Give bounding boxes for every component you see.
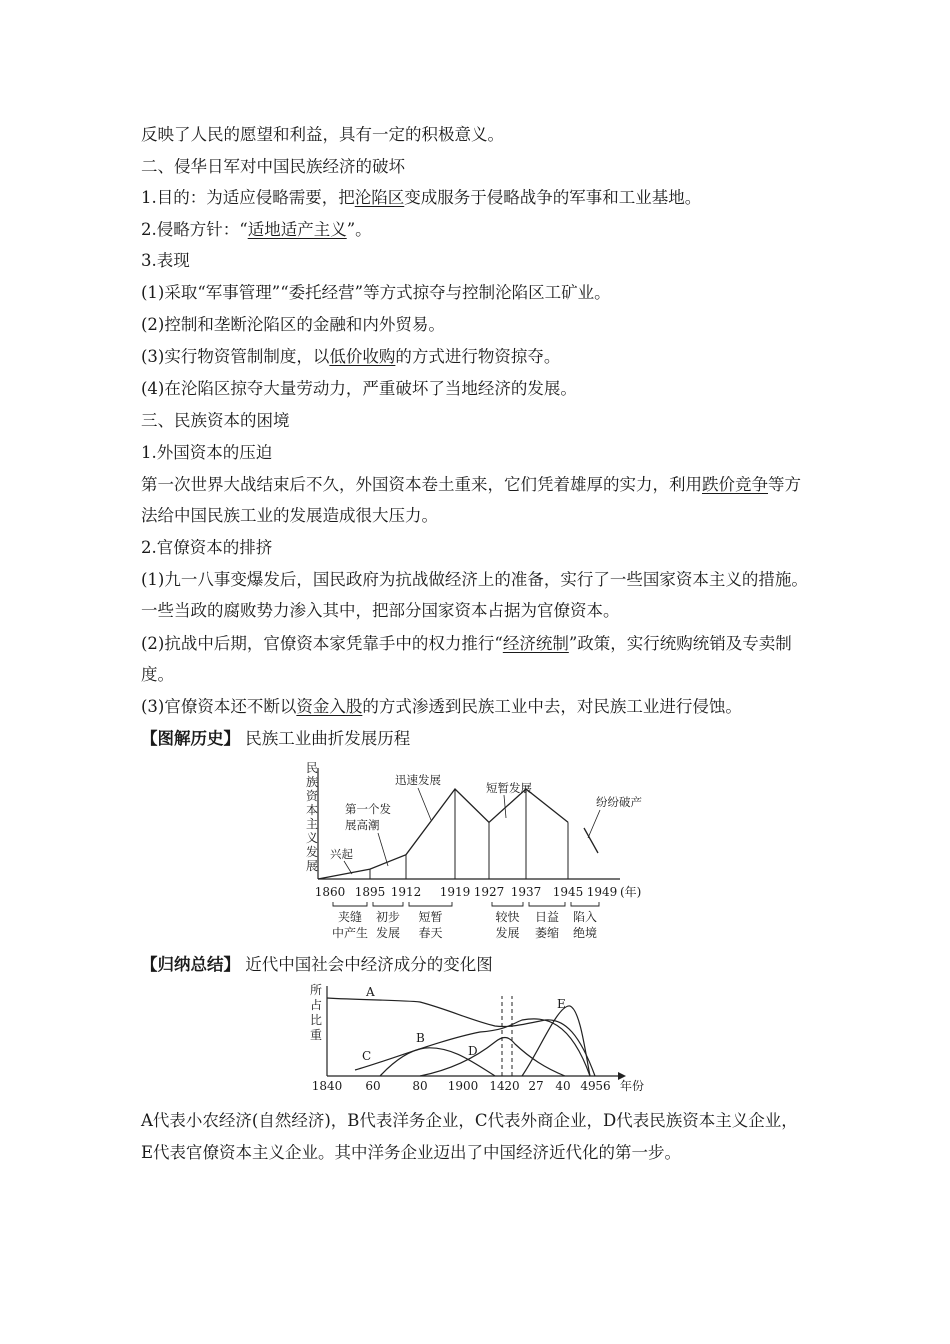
y-axis-label (306, 761, 319, 873)
x-axis-label: 年份 (620, 1079, 645, 1093)
x-tick-label: 1927 (473, 885, 505, 899)
paragraph: 法给中国民族工业的发展造成很大压力。 (141, 506, 438, 525)
list-item: (2)控制和垄断沦陷区的金融和内外贸易。 (141, 315, 445, 334)
period-label: 日益 (534, 910, 560, 924)
y-axis-label-char: 族 (306, 775, 319, 789)
period-bracket (492, 902, 523, 906)
period-bracket (333, 902, 367, 906)
x-tick-label: 1900 (447, 1079, 479, 1093)
series-label-B: B (416, 1031, 425, 1045)
x-tick-label: 1860 (314, 885, 346, 899)
list-item: (3)实行物资管制制度，以低价收购的方式进行物资掠夺。 (141, 347, 561, 366)
period-label: 夹缝 (337, 910, 363, 924)
underlined-term: 资金入股 (296, 697, 363, 716)
x-tick-label: 49 (580, 1079, 596, 1093)
x-tick-label: 1840 (311, 1079, 343, 1093)
x-tick-label: 1895 (354, 885, 386, 899)
national-industry-chart (300, 758, 655, 948)
y-axis-label-char: 义 (306, 831, 319, 845)
economic-components-chart (300, 980, 675, 1098)
subheading: 3.表现 (141, 251, 190, 270)
series-D-line (420, 1038, 565, 1076)
list-item: (1)采取“军事管理”“委托经营”等方式掠夺与控制沦陷区工矿业。 (141, 283, 611, 302)
y-axis-label-char: 主 (306, 817, 319, 831)
x-tick-label: 27 (528, 1079, 544, 1093)
figure-caption: 【图解历史】 民族工业曲折发展历程 (141, 729, 411, 748)
y-axis-label-char: 民 (306, 761, 319, 775)
paragraph: A代表小农经济(自然经济)，B代表洋务企业，C代表外商企业，D代表民族资本主义企业， (141, 1111, 798, 1130)
x-tick-label: 1949 (586, 885, 618, 899)
period-label: 萎缩 (534, 926, 560, 940)
x-tick-label: 60 (365, 1079, 381, 1093)
series-label-E: E (557, 997, 566, 1011)
period-label: 短暂 (418, 910, 443, 924)
annotation-pointer (378, 833, 388, 866)
period-label: 发展 (495, 926, 520, 940)
x-tick-label: 1919 (439, 885, 471, 899)
x-tick-label: 40 (555, 1079, 571, 1093)
annotation-bankruptcy: 纷纷破产 (596, 795, 642, 809)
paragraph: 第一次世界大战结束后不久，外国资本卷土重来，它们凭着雄厚的实力，利用跌价竞争等方 (141, 475, 801, 494)
y-axis-label-char: 本 (306, 803, 319, 817)
underlined-term: 跌价竞争 (702, 475, 768, 494)
period-label: 发展 (375, 926, 401, 940)
period-label: 中产生 (331, 926, 369, 940)
period-label: 初步 (375, 910, 401, 924)
y-axis-label-char: 占 (310, 998, 323, 1012)
y-axis-label-char: 重 (310, 1028, 323, 1042)
x-tick-label: 1945 (552, 885, 584, 899)
x-tick-label: 20 (504, 1079, 520, 1093)
section-heading-3: 三、民族资本的困境 (141, 411, 290, 430)
y-axis-label-char: 发 (306, 845, 319, 859)
list-item: (4)在沦陷区掠夺大量劳动力，严重破坏了当地经济的发展。 (141, 379, 577, 398)
list-item: (3)官僚资本还不断以资金入股的方式渗透到民族工业中去，对民族工业进行侵蚀。 (141, 697, 742, 716)
period-label: 较快 (495, 910, 520, 924)
annotation-rapid: 迅速发展 (395, 773, 441, 787)
series-label-C: C (362, 1049, 372, 1063)
series-label-D: D (468, 1044, 478, 1058)
list-item-continuation: 一些当政的腐败势力渗入其中，把部分国家资本占据为官僚资本。 (141, 601, 620, 620)
series-E-line (522, 1006, 590, 1076)
period-bracket (571, 902, 599, 906)
underlined-term: 适地适产主义 (247, 220, 347, 239)
y-axis-label-char: 资 (306, 789, 319, 803)
x-tick-label: 14 (489, 1079, 505, 1093)
period-label: 春天 (418, 926, 443, 940)
underlined-term: 沦陷区 (354, 188, 405, 207)
subheading: 1.外国资本的压迫 (141, 443, 273, 462)
underlined-term: 经济统制 (502, 634, 569, 653)
x-tick-label: 56 (595, 1079, 611, 1093)
paragraph: E代表官僚资本主义企业。其中洋务企业迈出了中国经济近代化的第一步。 (141, 1143, 682, 1162)
annotation-pointer (588, 810, 600, 838)
paragraph: 反映了人民的愿望和利益，具有一定的积极意义。 (141, 125, 504, 144)
underlined-term: 低价收购 (329, 347, 396, 366)
y-axis-label (310, 983, 322, 1042)
list-item: (1)九一八事变爆发后，国民政府为抗战做经济上的准备，实行了一些国家资本主义的措施。 (141, 570, 808, 589)
paragraph-purpose: 1.目的：为适应侵略需要，把沦陷区变成服务于侵略战争的军事和工业基地。 (141, 188, 702, 207)
annotation-first-peak-2: 展高潮 (345, 818, 380, 832)
period-bracket (409, 902, 452, 906)
list-item-continuation: 度。 (141, 665, 174, 684)
list-item: (2)抗战中后期，官僚资本家凭靠手中的权力推行“经济统制”政策，实行统购统销及专卖制 (141, 634, 792, 653)
annotation-rise: 兴起 (330, 847, 353, 861)
y-axis-label-char: 所 (310, 983, 323, 997)
paragraph-policy: 2.侵略方针：“适地适产主义”。 (141, 220, 372, 239)
y-axis-label-char: 展 (306, 859, 319, 873)
series-label-A: A (366, 985, 375, 999)
annotation-first-peak-1: 第一个发 (345, 802, 391, 816)
x-tick-label: 1912 (390, 885, 422, 899)
x-tick-label: 80 (412, 1079, 428, 1093)
period-label: 绝境 (572, 926, 598, 940)
x-tick-label: 1937 (510, 885, 542, 899)
y-axis-label-char: 比 (310, 1013, 323, 1027)
period-bracket (373, 902, 403, 906)
figure-caption: 【归纳总结】 近代中国社会中经济成分的变化图 (141, 955, 493, 974)
section-heading-2: 二、侵华日军对中国民族经济的破坏 (141, 157, 405, 176)
period-label: 陷入 (572, 910, 598, 924)
subheading: 2.官僚资本的排挤 (141, 538, 273, 557)
annotation-pointer (418, 788, 431, 820)
period-bracket (529, 902, 565, 906)
x-unit-label: (年) (620, 885, 642, 899)
annotation-pointer (344, 861, 352, 874)
annotation-brief: 短暂发展 (486, 781, 532, 795)
